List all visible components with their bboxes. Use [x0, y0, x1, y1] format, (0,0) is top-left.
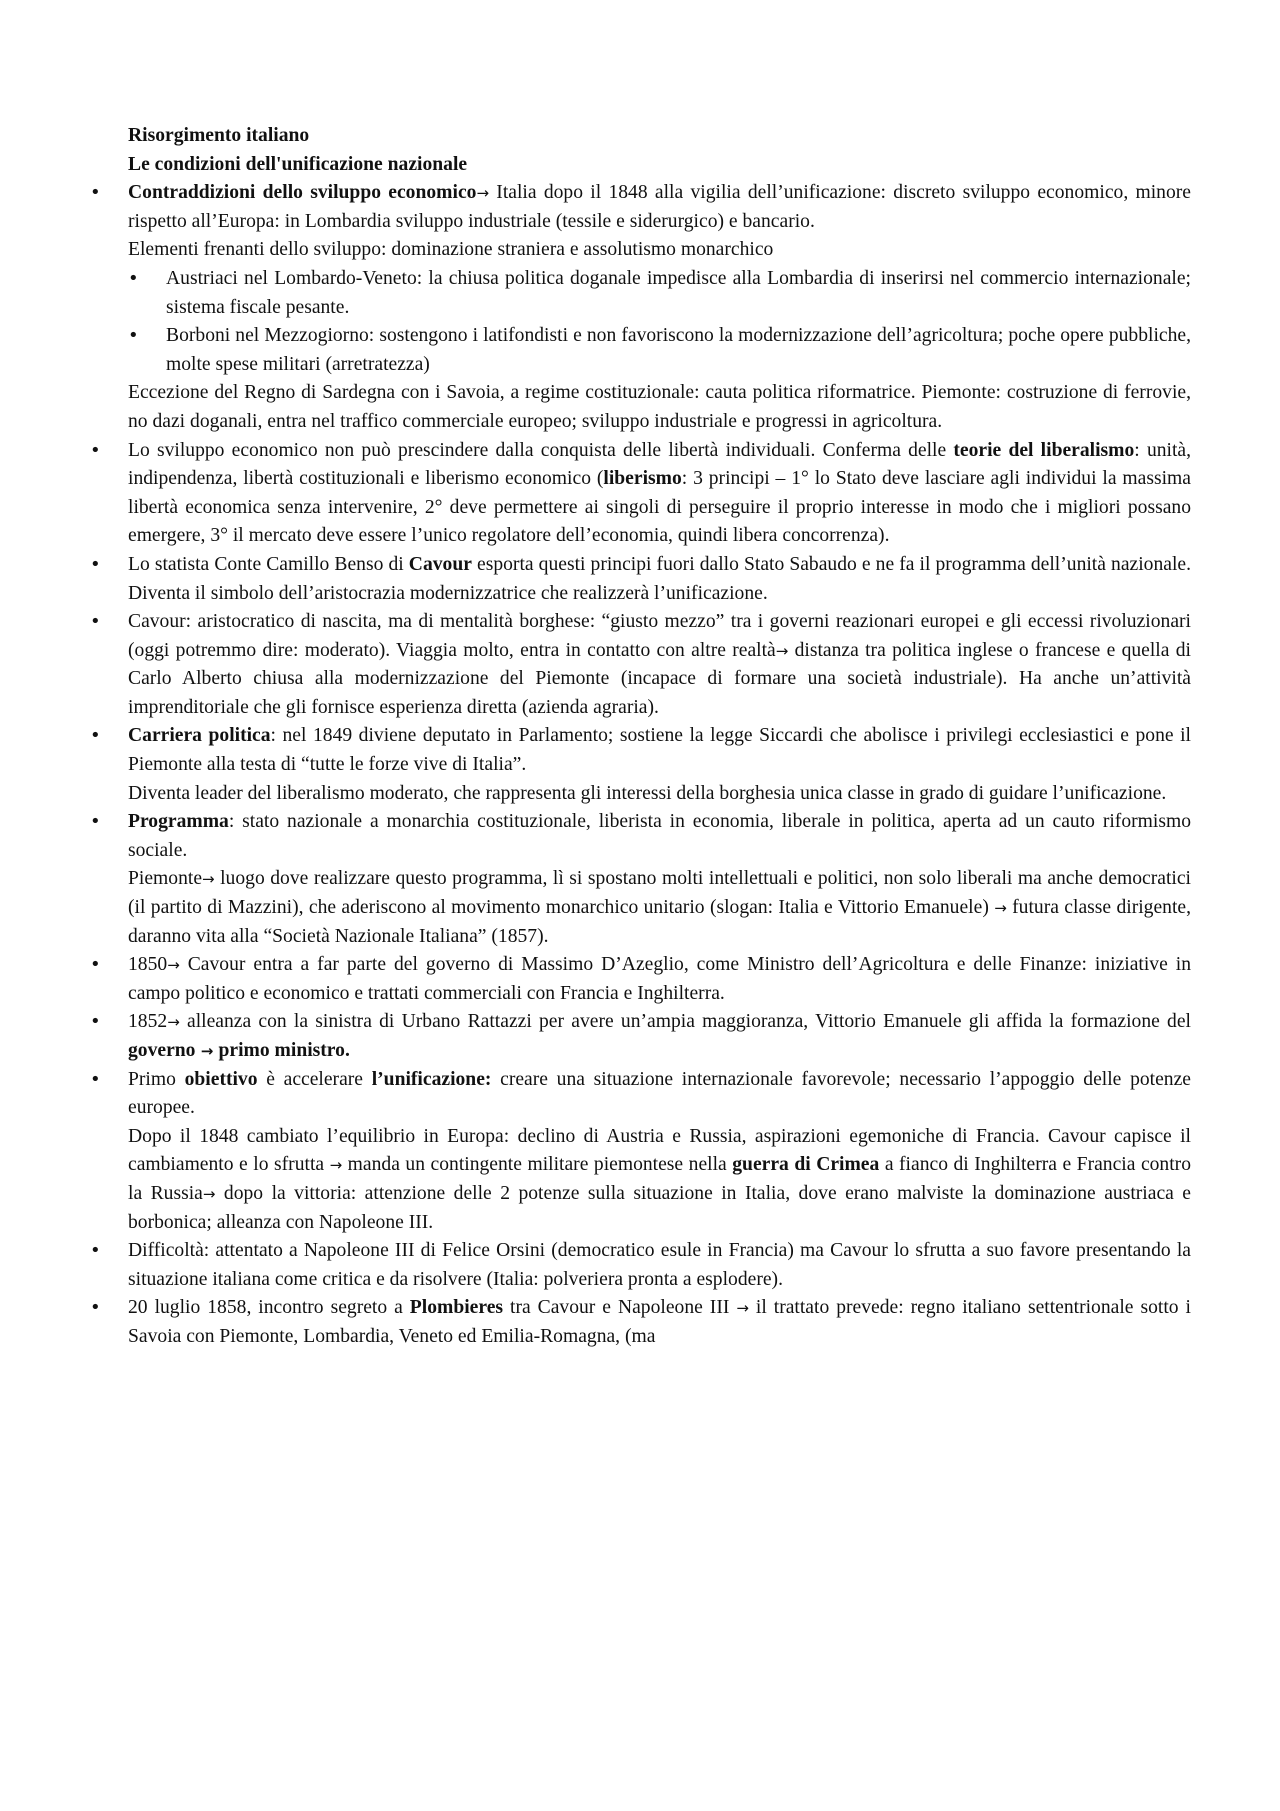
arrow-glyph: →: [167, 956, 180, 975]
text-run: luogo dove realizzare questo programma, lì si spostano molti intellettuali e politici, non solo liberali ma anche democratici (il partito di Mazzini), che aderiscono al movimento monarchico unitario (slogan: Italia e Vittorio Emanuele): [128, 868, 1191, 919]
list-item: [90, 808, 1191, 951]
text-run: : stato nazionale a monarchia costituzionale, liberista in economia, liberale in politica, aperta ad un cauto riformismo sociale.: [128, 811, 1191, 861]
bold-term: guerra di Crimea: [732, 1154, 880, 1176]
bold-term: teorie del liberalismo: [953, 439, 1135, 461]
document-title: Risorgimento italiano: [128, 125, 310, 146]
text-run: Cavour entra a far parte del governo di Massimo D’Azeglio, come Ministro dell’Agricoltura e delle Finanze: iniziative in campo politico e economico e trattati commerciali con Francia e Inghilterra.: [128, 954, 1191, 1004]
list-item: [90, 1294, 1191, 1351]
bold-term: obiettivo: [184, 1068, 258, 1090]
bold-term: Carriera politica: [128, 725, 271, 747]
paragraph: Elementi frenanti dello sviluppo: dominazione straniera e assolutismo monarchico: [128, 239, 774, 261]
text-run: Lo statista Conte Camillo Benso di: [128, 553, 409, 575]
list-item: [90, 722, 1191, 808]
bold-term: Programma: [128, 811, 229, 833]
text-run: Italia dopo il 1848 alla vigilia dell’unificazione: discreto sviluppo economico, minore rispetto all’Europa: in Lombardia sviluppo industriale (tessile e siderurgico) e bancario.: [128, 182, 1191, 232]
list-item: [90, 551, 1191, 608]
text-run: : unità, indipendenza, libertà costituzionali e liberismo economico (: [128, 439, 1192, 490]
arrow-glyph: →: [195, 1042, 219, 1060]
paragraph: Borboni nel Mezzogiorno: sostengono i latifondisti e non favoriscono la modernizzazione dell’agricoltura; poche opere pubbliche, molte spese militari (arretratezza): [166, 325, 1191, 375]
text-run: creare una situazione internazionale favorevole; necessario l’appoggio delle potenze europee.: [128, 1068, 1191, 1119]
paragraph: Austriaci nel Lombardo-Veneto: la chiusa politica doganale impedisce alla Lombardia di inserirsi nel commercio internazionale; sistema fiscale pesante.: [166, 267, 1191, 318]
paragraph: Diventa leader del liberalismo moderato, che rappresenta gli interessi della borghesia unica classe in grado di guidare l’unificazione.: [128, 782, 1167, 804]
paragraph: [128, 722, 1191, 779]
bullet-marker: •: [128, 325, 139, 347]
bullet-marker: •: [128, 267, 139, 289]
paragraph: [128, 1008, 1191, 1065]
list-item: [90, 1066, 1192, 1238]
bullet-marker: •: [90, 1068, 101, 1090]
paragraph: [128, 1123, 1191, 1237]
bold-term: Cavour: [408, 553, 472, 575]
arrow-glyph: →: [775, 641, 789, 660]
text-run: alleanza con la sinistra di Urbano Rattazzi per avere un’ampia maggioranza, Vittorio Emanuele gli affida la formazione del: [179, 1011, 1191, 1033]
arrow-glyph: →: [202, 870, 215, 889]
text-run: Cavour: aristocratico di nascita, ma di mentalità borghese: “giusto mezzo” tra i governi reazionari europei e gli eccessi rivoluzionari (oggi potremmo dire: moderato). Viaggia molto, entra in contatto con altre realtà: [128, 611, 1191, 661]
arrow-glyph: →: [476, 184, 490, 203]
list-item: [90, 1008, 1191, 1065]
arrow-glyph: →: [167, 1013, 180, 1032]
paragraph: [128, 1066, 1191, 1123]
document-subtitle: Le condizioni dell'unificazione nazionale: [128, 153, 468, 175]
arrow-glyph: →: [736, 1299, 749, 1318]
paragraph: [128, 1294, 1191, 1351]
document-page: [90, 122, 1192, 1352]
text-run: Lo sviluppo economico non può prescindere dalla conquista delle libertà individuali. Conferma delle: [128, 439, 954, 461]
bullet-marker: •: [90, 954, 101, 976]
text-run: Piemonte: [128, 868, 203, 890]
text-run: 1850: [128, 954, 168, 976]
paragraph: [128, 608, 1191, 722]
text-run: 1852: [128, 1011, 168, 1033]
list-item: [90, 608, 1191, 722]
bullet-marker: •: [90, 1297, 101, 1319]
paragraph: [128, 437, 1191, 551]
text-run: è accelerare: [257, 1068, 372, 1090]
text-run: Primo: [128, 1068, 185, 1090]
paragraph: [128, 551, 1191, 608]
list-item: [90, 179, 1191, 436]
paragraph: Difficoltà: attentato a Napoleone III di Felice Orsini (democratico esule in Francia) ma Cavour lo sfrutta a suo favore presentando la situazione italiana come critica e da risolvere (Italia: polveriera pronta a esplodere).: [128, 1240, 1191, 1290]
paragraph: Eccezione del Regno di Sardegna con i Savoia, a regime costituzionale: cauta politica riformatrice. Piemonte: costruzione di ferrovie, no dazi doganali, entra nel traffico commerciale europeo; sviluppo industriale e progressi in agricoltura.: [128, 382, 1191, 432]
text-run: 20 luglio 1858, incontro segreto a: [128, 1297, 410, 1319]
text-run: : nel 1849 diviene deputato in Parlamento; sostiene la legge Siccardi che abolisce i privilegi ecclesiastici e pone il Piemonte alla testa di “tutte le forze vive di Italia”.: [128, 725, 1191, 776]
list-item: [90, 437, 1192, 551]
list-item: [90, 951, 1191, 1008]
arrow-glyph: →: [994, 899, 1007, 918]
arrow-glyph: →: [329, 1156, 343, 1175]
bullet-marker: •: [90, 1011, 101, 1033]
text-run: dopo la vittoria: attenzione delle 2 potenze sulla situazione in Italia, dove erano malviste la dominazione austriaca e borbonica; alleanza con Napoleone III.: [128, 1182, 1192, 1233]
bullet-marker: •: [90, 811, 101, 833]
text-run: futura classe dirigente, daranno vita alla “Società Nazionale Italiana” (1857).: [128, 897, 1191, 947]
paragraph: [128, 808, 1191, 865]
bullet-marker: •: [90, 1240, 101, 1262]
bold-term: governo: [128, 1040, 196, 1061]
arrow-glyph: →: [202, 1184, 216, 1203]
sub-list-item: [128, 322, 1191, 379]
text-run: distanza tra politica inglese o francese e quella di Carlo Alberto chiusa alla modernizzazione del Piemonte (incapace di formare una società industriale). Ha anche un’attività imprenditoriale che gli fornisce esperienza diretta (azienda agraria).: [128, 639, 1191, 718]
text-run: tra Cavour e Napoleone III: [503, 1297, 737, 1319]
text-run: a fianco di Inghilterra e Francia contro la Russia: [128, 1154, 1191, 1204]
bold-term: Plombieres: [409, 1297, 504, 1319]
bold-term: liberismo: [603, 468, 682, 490]
bullet-marker: •: [90, 439, 101, 461]
bullet-marker: •: [90, 182, 101, 204]
list-item: [90, 1237, 1191, 1294]
bold-term: Contraddizioni dello sviluppo economico: [128, 182, 477, 204]
paragraph: [128, 179, 1191, 236]
bullet-marker: •: [90, 725, 101, 747]
text-run: : 3 principi – 1° lo Stato deve lasciare agli individui la massima libertà economica senza intervenire, 2° deve permettere ai singoli di perseguire il proprio interesse in modo che i migliori possano emergere, 3° il mercato deve essere l’unico regolatore dell’economia, quindi libera concorrenza).: [128, 468, 1191, 547]
main-bullet-list: [90, 179, 1192, 1351]
text-run: il trattato prevede: regno italiano settentrionale sotto i Savoia con Piemonte, Lombardia, Veneto ed Emilia-Romagna, (ma: [128, 1297, 1191, 1347]
bullet-marker: •: [90, 553, 101, 575]
text-run: manda un contingente militare piemontese nella: [342, 1154, 733, 1176]
text-run: Dopo il 1848 cambiato l’equilibrio in Europa: declino di Austria e Russia, aspirazioni egemoniche di Francia. Cavour capisce il cambiamento e lo sfrutta: [128, 1125, 1191, 1176]
sub-bullet-list: [128, 265, 1191, 379]
bullet-marker: •: [90, 611, 101, 633]
sub-list-item: [128, 265, 1191, 322]
text-run: esporta questi principi fuori dallo Stato Sabaudo e ne fa il programma dell’unità nazionale. Diventa il simbolo dell’aristocrazia modernizzatrice che realizzerà l’unificazione.: [128, 553, 1191, 604]
paragraph: [128, 865, 1191, 951]
bold-term: l’unificazione:: [371, 1068, 492, 1090]
bold-term: primo ministro.: [218, 1040, 350, 1061]
paragraph: [128, 951, 1191, 1008]
